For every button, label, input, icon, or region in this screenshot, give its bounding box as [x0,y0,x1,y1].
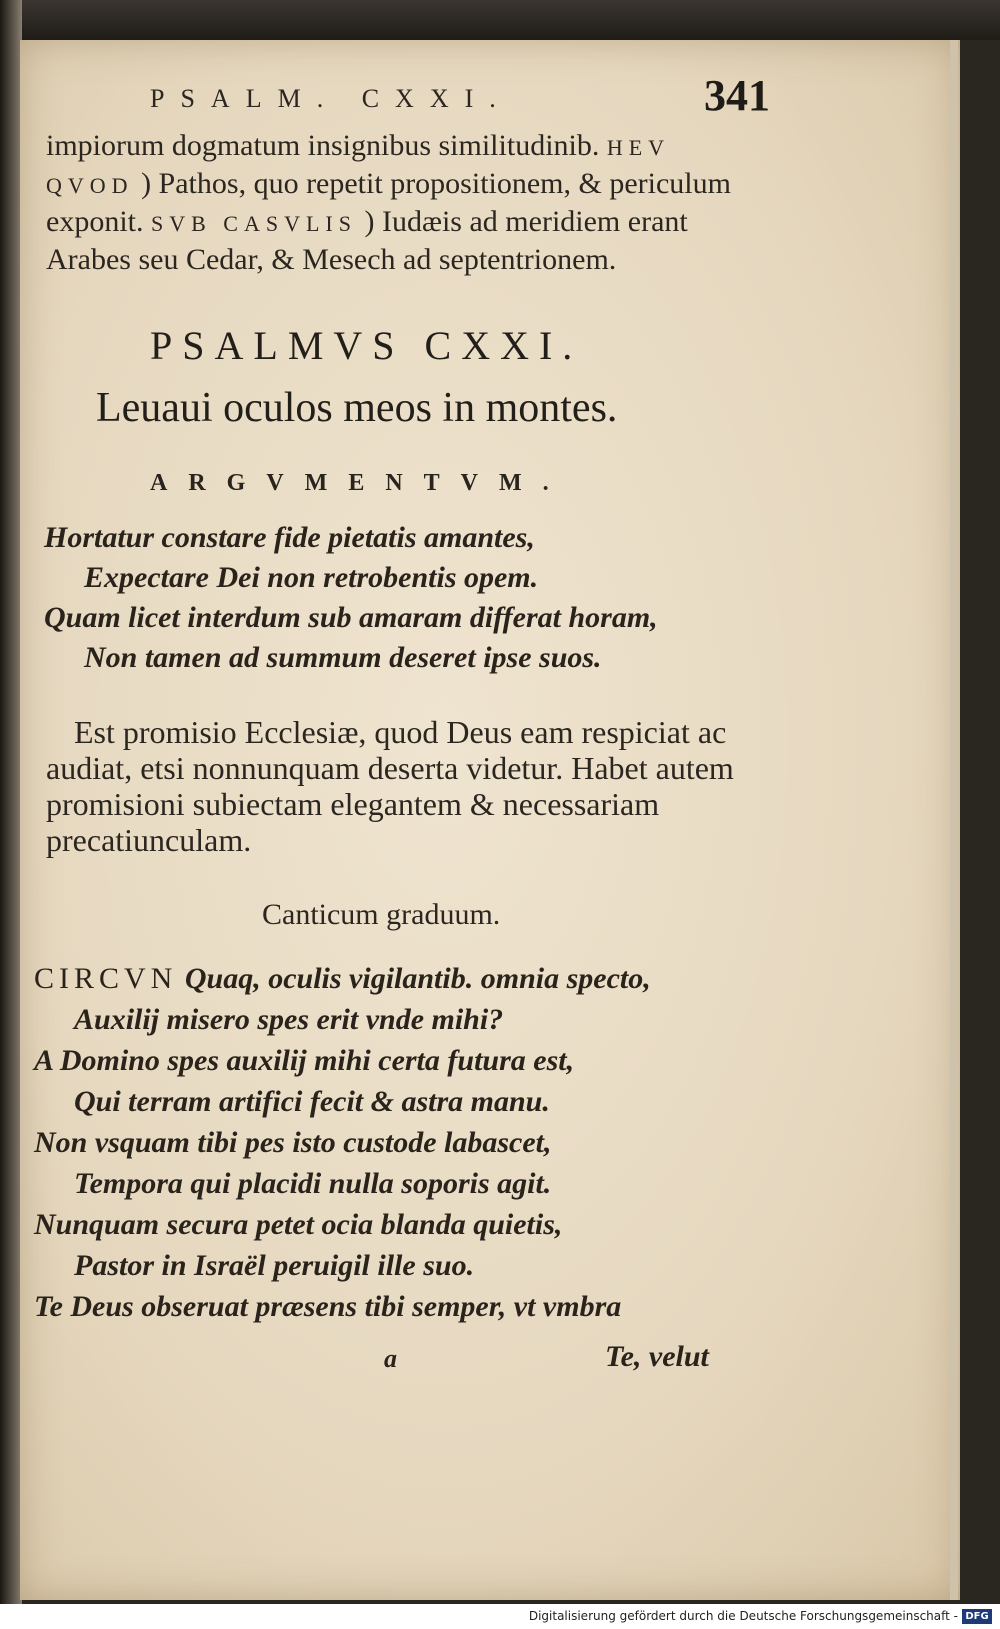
exposition-text: Est promisio Ecclesiæ, quod Deus eam respiciat ac audiat, etsi nonnunquam deserta videtur. Habet autem promisioni subiectam elegantem & necessariam precatiunculam. [46,714,734,858]
dfg-logo-icon: DFG [962,1609,992,1624]
canticum-heading: Canticum graduum. [262,898,501,931]
psalm-incipit: Leuaui oculos meos in montes. [96,385,618,431]
exposition-paragraph [46,714,756,858]
commentary-text-1: impiorum dogmatum insignibus similitudinib. [46,129,607,162]
running-head-title: PSALM. CXXI. [150,84,512,113]
psalm-verses [34,958,774,1327]
page-number: 341 [704,71,770,120]
psalm-verse-first [34,958,774,999]
argumentum-verse: Non tamen ad summum deseret ipse suos. [84,641,602,674]
commentary-lemma-2: SVB CASVLIS [151,211,357,236]
psalm-heading: PSALMVS CXXI. [150,323,583,368]
psalm-first-word: CIRCVN [34,962,178,995]
commentary-text-2: ) Pathos, quo repetit propositionem, & periculum exponit. [46,167,731,238]
commentary-paragraph [46,128,766,278]
argumentum-label: ARGVMENTVM. [150,470,570,496]
psalm-verse: Tempora qui placidi nulla soporis agit. [74,1167,552,1200]
commentary-lemma-1: HEV QVOD [46,135,670,198]
psalm-verse: Qui terram artifici fecit & astra manu. [74,1085,550,1118]
psalm-verse: Te Deus obseruat præsens tibi semper, vt vmbra [34,1290,622,1323]
argumentum-verse: Quam licet interdum sub amaram differat horam, [44,601,658,634]
catchword: Te, velut [605,1340,709,1373]
argumentum-verse: Expectare Dei non retrobentis opem. [84,561,539,594]
psalm-verse: Auxilij misero spes erit vnde mihi? [74,1003,504,1036]
page-edge [950,40,958,1600]
psalm-verse: Nunquam secura petet ocia blanda quietis, [34,1208,563,1241]
argumentum-verse: Hortatur constare fide pietatis amantes, [44,521,535,554]
psalm-verse: Pastor in Israël peruigil ille suo. [74,1249,475,1282]
psalm-first-line: Quaq, oculis vigilantib. omnia specto, [177,962,651,995]
book-binding-top [0,0,1000,40]
psalm-verse: Non vsquam tibi pes isto custode labascet, [34,1126,552,1159]
book-binding-left [0,0,22,1629]
argumentum-verses [44,518,764,678]
footer-credit: Digitalisierung gefördert durch die Deutsche Forschungsgemeinschaft - [528,1609,958,1623]
running-head [130,50,770,120]
digitization-footer [0,1604,1000,1629]
psalm-verse: A Domino spes auxilij mihi certa futura est, [34,1044,575,1077]
signature-mark: a [384,1344,397,1373]
commentary-text-3: ) Iudæis ad meridiem erant Arabes seu Cedar, & Mesech ad septentrionem. [46,205,688,276]
